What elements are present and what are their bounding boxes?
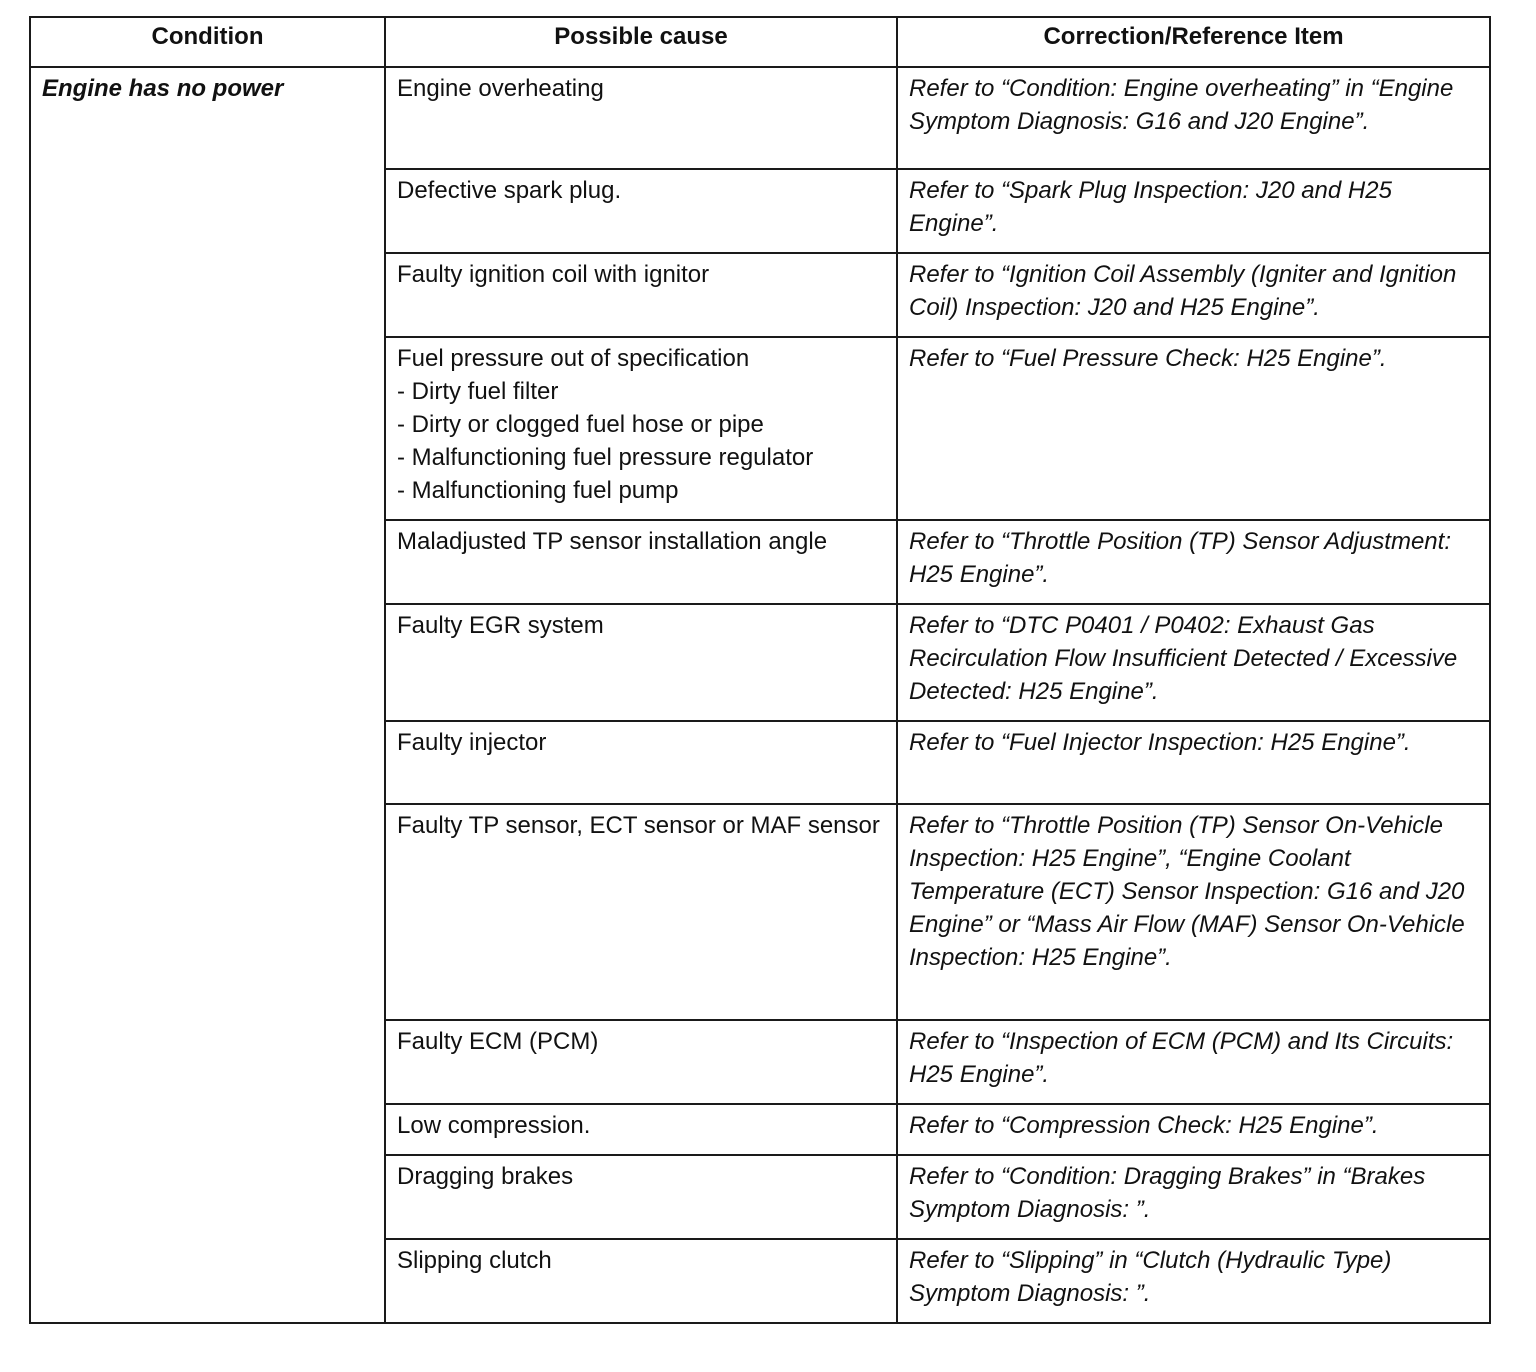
reference-cell: Refer to “Slipping” in “Clutch (Hydraulic Type) Symptom Diagnosis: ”.	[897, 1239, 1490, 1323]
header-row	[30, 17, 1490, 67]
cause-cell: Faulty ignition coil with ignitor	[385, 253, 897, 337]
cause-cell: Faulty EGR system	[385, 604, 897, 721]
reference-cell: Refer to “Compression Check: H25 Engine”.	[897, 1104, 1490, 1155]
cause-cell: Low compression.	[385, 1104, 897, 1155]
reference-cell: Refer to “DTC P0401 / P0402: Exhaust Gas Recirculation Flow Insufficient Detected / Excessive Detected: H25 Engine”.	[897, 604, 1490, 721]
reference-cell: Refer to “Fuel Injector Inspection: H25 Engine”.	[897, 721, 1490, 804]
reference-cell: Refer to “Throttle Position (TP) Sensor On-Vehicle Inspection: H25 Engine”, “Engine Coolant Temperature (ECT) Sensor Inspection: G16 and J20 Engine” or “Mass Air Flow (MAF) Sensor On-Vehicle Inspection: H25 Engine”.	[897, 804, 1490, 1020]
reference-cell: Refer to “Throttle Position (TP) Sensor Adjustment: H25 Engine”.	[897, 520, 1490, 604]
header-possible-cause: Possible cause	[385, 17, 897, 67]
header-reference: Correction/Reference Item	[897, 17, 1490, 67]
reference-cell: Refer to “Ignition Coil Assembly (Igniter and Ignition Coil) Inspection: J20 and H25 Engine”.	[897, 253, 1490, 337]
diagnosis-table	[29, 16, 1491, 1324]
reference-cell: Refer to “Fuel Pressure Check: H25 Engine”.	[897, 337, 1490, 520]
condition-cell: Engine has no power	[30, 67, 385, 1323]
reference-cell: Refer to “Spark Plug Inspection: J20 and H25 Engine”.	[897, 169, 1490, 253]
reference-cell: Refer to “Inspection of ECM (PCM) and Its Circuits: H25 Engine”.	[897, 1020, 1490, 1104]
cause-cell: Maladjusted TP sensor installation angle	[385, 520, 897, 604]
cause-cell: Faulty ECM (PCM)	[385, 1020, 897, 1104]
cause-cell: Faulty injector	[385, 721, 897, 804]
cause-cell: Defective spark plug.	[385, 169, 897, 253]
cause-cell: Fuel pressure out of specification - Dirty fuel filter - Dirty or clogged fuel hose or pipe - Malfunctioning fuel pressure regulator - Malfunctioning fuel pump	[385, 337, 897, 520]
cause-cell: Engine overheating	[385, 67, 897, 169]
header-condition: Condition	[30, 17, 385, 67]
reference-cell: Refer to “Condition: Dragging Brakes” in “Brakes Symptom Diagnosis: ”.	[897, 1155, 1490, 1239]
cause-cell: Slipping clutch	[385, 1239, 897, 1323]
cause-cell: Dragging brakes	[385, 1155, 897, 1239]
cause-cell: Faulty TP sensor, ECT sensor or MAF sensor	[385, 804, 897, 1020]
reference-cell: Refer to “Condition: Engine overheating” in “Engine Symptom Diagnosis: G16 and J20 Engine”.	[897, 67, 1490, 169]
table-row	[30, 67, 1490, 169]
